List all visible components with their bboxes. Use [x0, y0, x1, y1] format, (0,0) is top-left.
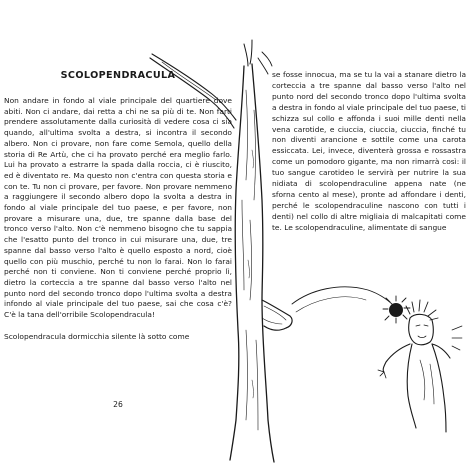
right-text-column [272, 70, 466, 234]
left-paragraph: Non andare in fondo al viale principale del quartiere dove abiti. Non ci andare, dai retta a chi ne sa più di te. Non farti prendere assolutamente dalla curiosità di vedere cosa ci sia quando, all'ultima svolta a destra, si incontra il secondo albero. Non ci provare, non fare come Semola, quello della storia di Re Artù, che ci ha provato perché era meglio farlo. Lui ha provato a estrarre la spada dalla roccia, ci è riuscito, ed è diventato re. Ma questo non c'entra con questa storia e con te. Tu non ci provare, per favore. Non provare nemmeno a raggiungere il secondo albero dopo la svolta a destra in fondo al viale principale del tuo paese, e per favore, non provare a misurare una, due, tre spanne dalla base del tronco verso l'alto. Non c'è nemmeno bisogno che tu sappia che l'esatto punto del tronco in cui misurare una, due, tre spanne dal basso verso l'alto è quello esposto a nord, cioè quello con più muschio, perché tu non lo farai. Non lo farai perché non ti conviene. Non ti conviene perché proprio lì, dietro la corteccia a tre spanne dal basso verso l'alto nel punto nord del secondo tronco dopo l'ultima svolta a destra infondo al viale principale del tuo paese, sai che cosa c'è? C'è la tana dell'orribile Scolopendracula! [4, 96, 232, 320]
bark-den [262, 300, 292, 330]
page-number: 26 [113, 400, 123, 409]
left-paragraph-continuation: Scolopendracula dormicchia silente là sotto come [4, 331, 190, 341]
right-paragraph: se fosse innocua, ma se tu la vai a stanare dietro la corteccia a tre spanne dal basso verso l'alto nel punto nord del secondo tronco dopo l'ultima svolta a destra in fondo al viale principale del tuo paese, ti schizza sul collo e affonda i suoi mille denti nella vena carotide, e ciuccia, ciuccia, ciuccia, finché tu non diventi arancione e sottile come una carota essiccata. Lei, invece, diventerà grossa e rossastra come un pomodoro gigante, ma non rimarrà così: il tuo sangue carotideo le servirà per nutrire la sua nidiata di scolopendraculine appena nate (ne sforna cento al mese), pronte ad affondare i denti, perché le scolopendraculine nascono con tutti i denti) nel collo di altre migliaia di malcapitati come te. Le scolopendraculine, alimentate di sangue [272, 70, 466, 232]
trunk-right-edge [252, 64, 274, 462]
left-text-column [4, 96, 232, 342]
leap-arc [292, 287, 394, 306]
chapter-title: SCOLOPENDRACULA [60, 70, 176, 81]
frightened-person [378, 300, 462, 432]
